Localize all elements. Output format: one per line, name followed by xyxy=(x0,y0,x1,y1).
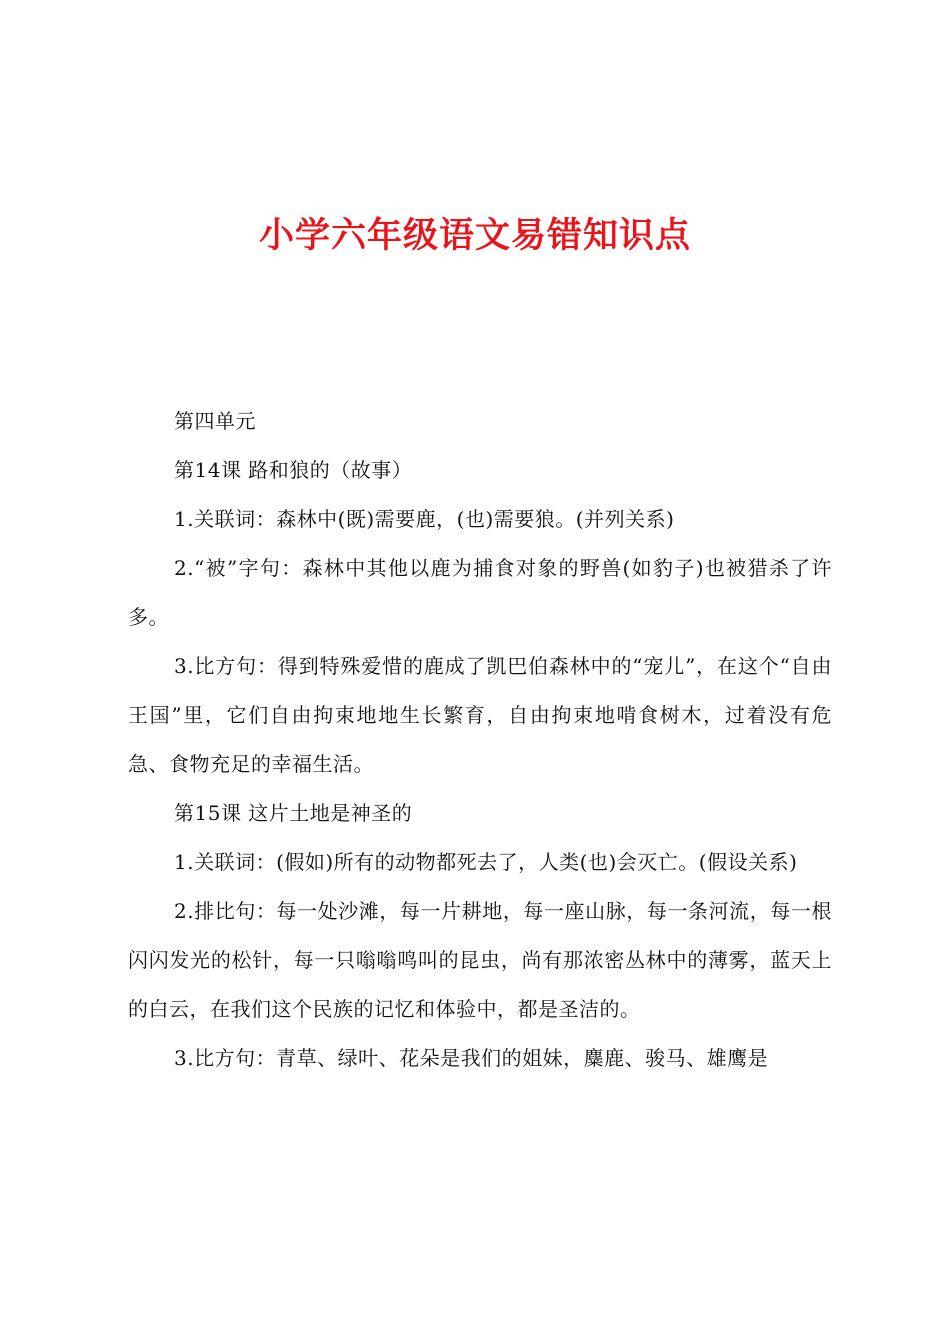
unit-heading: 第四单元 xyxy=(174,409,256,433)
lesson-15-point-1: 1.关联词：(假如)所有的动物都死去了，人类(也)会灭亡。(假设关系) xyxy=(174,850,798,874)
lesson-14-point-2: 2.“被”字句：森林中其他以鹿为捕食对象的野兽(如豹子)也被猎杀了许多。 xyxy=(128,556,832,629)
lesson-15-point-3: 3.比方句：青草、绿叶、花朵是我们的姐妹，麋鹿、骏马、雄鹰是 xyxy=(174,1046,769,1070)
lesson-14-point-3: 3.比方句：得到特殊爱惜的鹿成了凯巴伯森林中的“宠儿”，在这个“自由王国”里，它们自由拘束地地生长繁育，自由拘束地啃食树木，过着没有危急、食物充足的幸福生活。 xyxy=(128,654,832,776)
document-body xyxy=(128,397,832,1083)
lesson-14-point-1: 1.关联词：森林中(既)需要鹿，(也)需要狼。(并列关系) xyxy=(174,507,675,531)
lesson-15-point-2: 2.排比句：每一处沙滩，每一片耕地，每一座山脉，每一条河流，每一根闪闪发光的松针，每一只嗡嗡鸣叫的昆虫，尚有那浓密丛林中的薄雾，蓝天上的白云，在我们这个民族的记忆和体验中，都是圣洁的。 xyxy=(128,899,832,1021)
lesson-heading-14: 第14课 路和狼的（故事） xyxy=(174,458,413,482)
page-title: 小学六年级语文易错知识点 xyxy=(258,215,691,256)
lesson-heading-15: 第15课 这片土地是神圣的 xyxy=(174,801,413,825)
